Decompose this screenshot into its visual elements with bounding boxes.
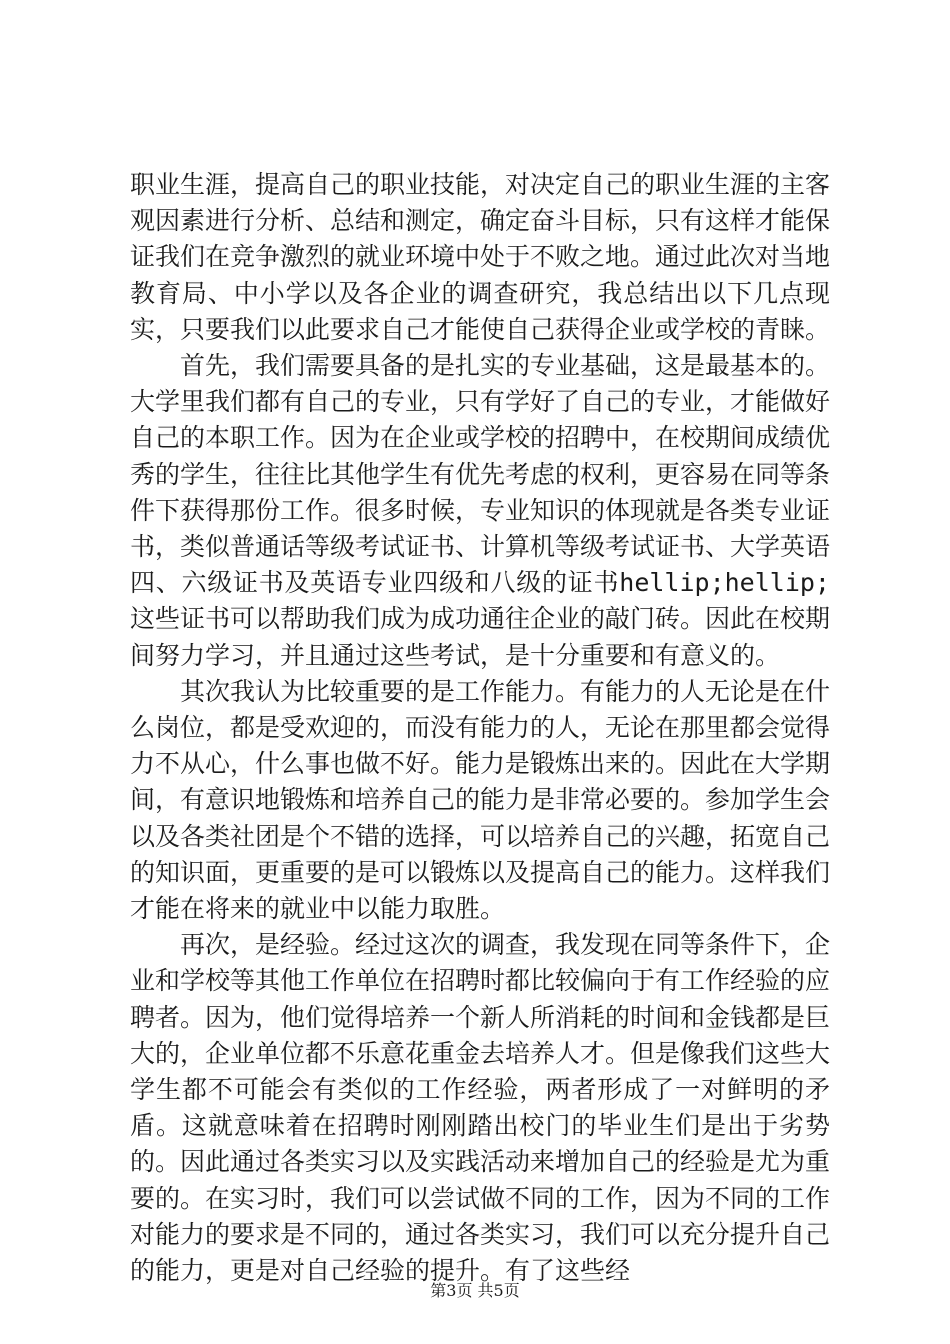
paragraph-2: 首先，我们需要具备的是扎实的专业基础，这是最基本的。大学里我们都有自己的专业，只有学好了自己的专业，才能做好自己的本职工作。因为在企业或学校的招聘中，在校期间成绩优秀的学生，往往比其他学生有优先考虑的权利，更容易在同等条件下获得那份工作。很多时候，专业知识的体现就是各类专业证书，类似普通话等级考试证书、计算机等级考试证书、大学英语四、六级证书及英语专业四级和八级的证书hellip;hellip;这些证书可以帮助我们成为成功通往企业的敲门砖。因此在校期间努力学习，并且通过这些考试，是十分重要和有意义的。 (130, 351, 831, 670)
paragraph-4: 再次，是经验。经过这次的调查，我发现在同等条件下，企业和学校等其他工作单位在招聘时都比较偏向于有工作经验的应聘者。因为，他们觉得培养一个新人所消耗的时间和金钱都是巨大的，企业单位都不乐意花重金去培养人才。但是像我们这些大学生都不可能会有类似的工作经验，两者形成了一对鲜明的矛盾。这就意味着在招聘时刚刚踏出校门的毕业生们是出于劣势的。因此通过各类实习以及实践活动来增加自己的经验是尤为重要的。在实习时，我们可以尝试做不同的工作，因为不同的工作对能力的要求是不同的，通过各类实习，我们可以充分提升自己的能力，更是对自己经验的提升。有了这些经 (130, 930, 831, 1286)
paragraph-1: 职业生涯，提高自己的职业技能，对决定自己的职业生涯的主客观因素进行分析、总结和测定，确定奋斗目标，只有这样才能保证我们在竞争激烈的就业环境中处于不败之地。通过此次对当地教育局、中小学以及各企业的调查研究，我总结出以下几点现实，只要我们以此要求自己才能使自己获得企业或学校的青睐。 (130, 170, 831, 344)
document-body (130, 167, 830, 1289)
paragraph-3: 其次我认为比较重要的是工作能力。有能力的人无论是在什么岗位，都是受欢迎的，而没有能力的人，无论在那里都会觉得力不从心，什么事也做不好。能力是锻炼出来的。因此在大学期间，有意识地锻炼和培养自己的能力是非常必要的。参加学生会以及各类社团是个不错的选择，可以培养自己的兴趣，拓宽自己的知识面，更重要的是可以锻炼以及提高自己的能力。这样我们才能在将来的就业中以能力取胜。 (130, 676, 831, 924)
page-number-footer: 第3页 共5页 (430, 1281, 520, 1300)
